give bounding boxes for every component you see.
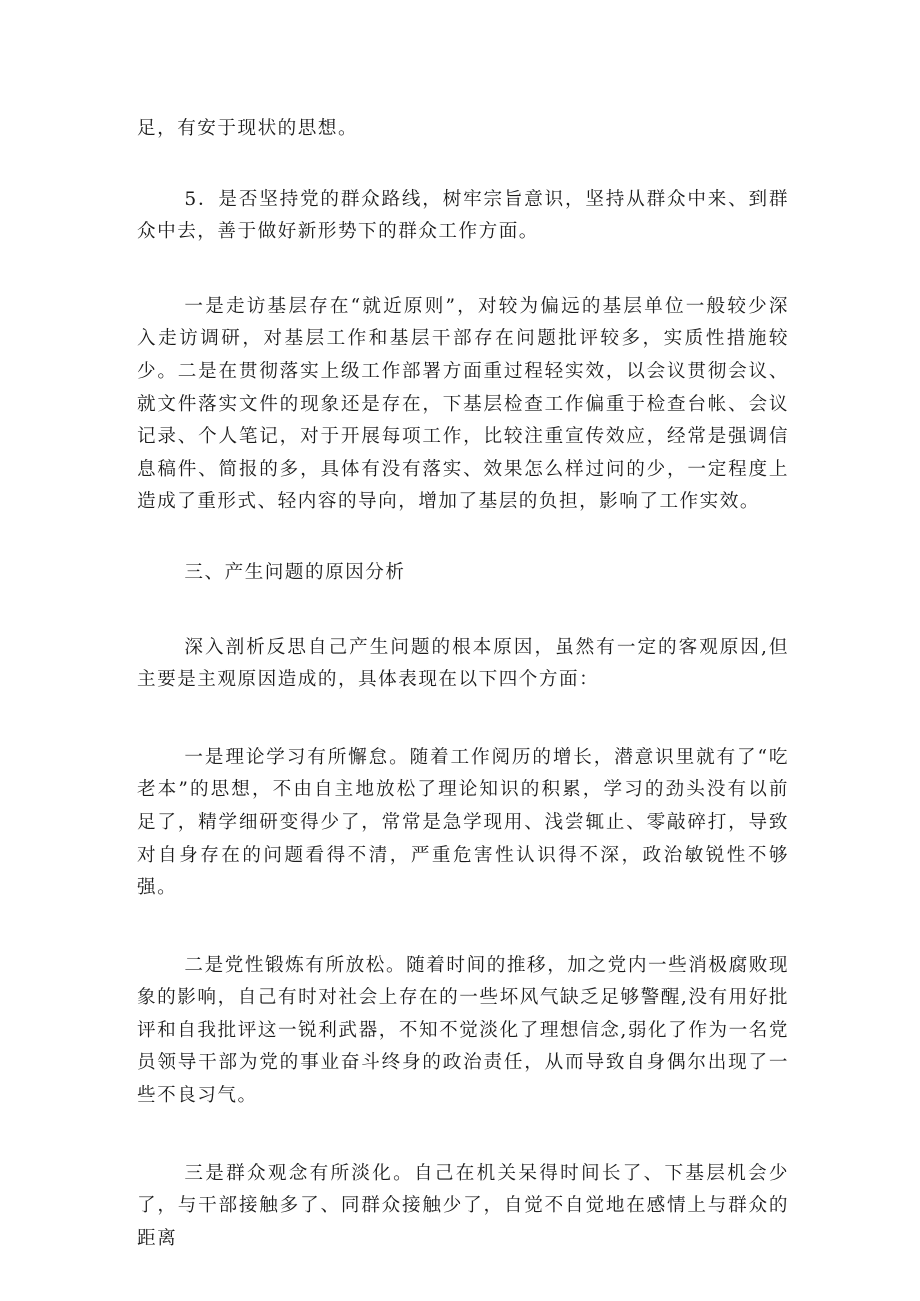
- paragraph-item-5-details: 一是走访基层存在“就近原则”，对较为偏远的基层单位一般较少深入走访调研，对基层工作和基层干部存在问题批评较多，实质性措施较少。二是在贯彻落实上级工作部署方面重过程轻实效，以会议贯彻会议、就文件落实文件的现象还是存在，下基层检查工作偏重于检查台帐、会议记录、个人笔记，对于开展每项工作，比较注重宣传效应，经常是强调信息稿件、简报的多，具体有没有落实、效果怎么样过问的少，一定程度上造成了重形式、轻内容的导向，增加了基层的负担，影响了工作实效。: [137, 295, 789, 513]
- paragraph-continuation: 足，有安于现状的思想。: [137, 118, 359, 139]
- document-page: [137, 113, 789, 1255]
- paragraph-cause-theory-study: 一是理论学习有所懈怠。随着工作阅历的增长，潜意识里就有了“吃老本”的思想，不由自主地放松了理论知识的积累，学习的劲头没有以前足了，精学细研变得少了，常常是急学现用、浅尝辄止、零敲碎打，导致对自身存在的问题看得不清，严重危害性认识得不深，政治敏锐性不够强。: [137, 746, 789, 899]
- paragraph-cause-mass-concept: 三是群众观念有所淡化。自己在机关呆得时间长了、下基层机会少了，与干部接触多了、同群众接触少了，自觉不自觉地在感情上与群众的距离: [137, 1162, 789, 1249]
- paragraph-cause-party-spirit: 二是党性锻炼有所放松。随着时间的推移，加之党内一些消极腐败现象的影响，自己有时对社会上存在的一些坏风气缺乏足够警醒,没有用好批评和自我批评这一锐利武器，不知不觉淡化了理想信念,弱化了作为一名党员领导干部为党的事业奋斗终身的政治责任，从而导致自身偶尔出现了一些不良习气。: [137, 954, 789, 1107]
- paragraph-item-5: 5．是否坚持党的群众路线，树牢宗旨意识，坚持从群众中来、到群众中去，善于做好新形势下的群众工作方面。: [137, 188, 789, 243]
- section-heading-cause-analysis: 三、产生问题的原因分析: [184, 561, 406, 583]
- paragraph-cause-intro: 深入剖析反思自己产生问题的根本原因，虽然有一定的客观原因,但主要是主观原因造成的，具体表现在以下四个方面：: [137, 636, 789, 691]
